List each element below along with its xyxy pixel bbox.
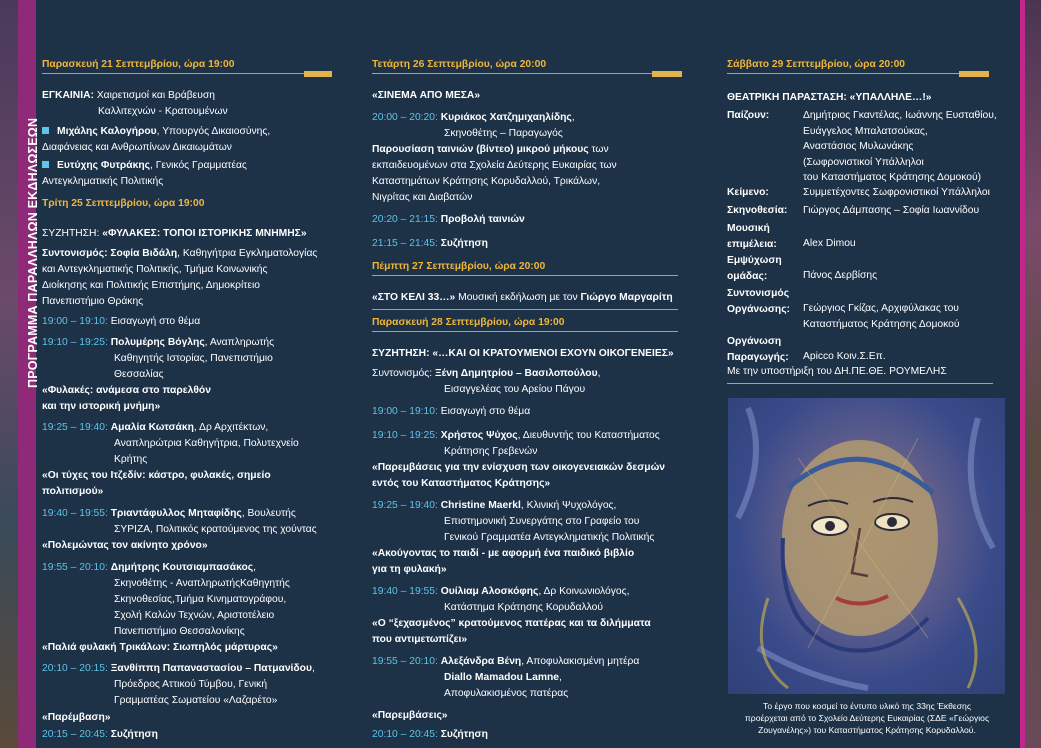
text: «Ο “ξεχασμένος” κρατούμενος πατέρας και τα διλήμματα — [372, 618, 651, 629]
text: Γεώργιος Γκίζας, Αρχιφύλακας του — [803, 303, 959, 314]
time-slot: 19:55 – 20:10: — [372, 656, 438, 667]
schedule-line — [42, 436, 332, 452]
event-title — [372, 88, 682, 104]
coordinator-line — [42, 278, 332, 294]
schedule-item — [42, 335, 332, 351]
schedule-item — [372, 584, 682, 600]
text: «Ακούγοντας το παιδί - με αφορμή ένα παιδικό βιβλίο — [372, 548, 635, 559]
speaker-name: Christine Maerkl — [440, 500, 521, 511]
time-slot: 20:10 – 20:15: — [42, 663, 108, 674]
credit-value: Συμμετέχοντες Σωφρονιστικοί Υπάλληλοι — [803, 187, 990, 198]
text: Συζήτηση — [107, 729, 158, 740]
schedule-item — [372, 404, 682, 420]
presentation-line — [372, 158, 682, 174]
speaker-name: Τριαντάφυλλος Μηταφίδης — [110, 508, 242, 519]
text: Εισαγωγή στο θέμα — [437, 406, 531, 417]
presentation-line — [372, 190, 682, 206]
portrait-face-drawing — [728, 398, 1005, 694]
speaker-role: , Υπουργός Δικαιοσύνης, — [156, 126, 271, 137]
text: , — [571, 112, 575, 123]
schedule-line — [42, 592, 332, 608]
text: «Οι τύχες του Ιτζεδίν: κάστρο, φυλακές, σημείο — [42, 470, 271, 481]
text: Προβολή ταινιών — [437, 214, 525, 225]
heading-rule — [727, 73, 959, 74]
text: , — [253, 562, 257, 573]
speaker-name: Diallo Mamadou Lamne — [444, 672, 560, 683]
speaker-name: Αλεξάνδρα Βένη — [440, 656, 522, 667]
text: «Παρεμβάσεις για την ενίσχυση των οικογενειακών δεσμών — [372, 462, 665, 473]
text: (Σωφρονιστικοί Υπάλληλοι — [803, 156, 924, 168]
schedule-item — [42, 314, 332, 330]
text: Εμψύχωση — [727, 255, 782, 266]
text: Εισαγωγή στο θέμα — [107, 316, 201, 327]
heading-bar — [304, 71, 332, 77]
text: «ΣΤΟ ΚΕΛΙ 33…» — [372, 292, 456, 303]
text: Συντονισμός: — [372, 368, 435, 379]
text: , Αναπληρωτής — [204, 337, 275, 348]
schedule-item — [42, 560, 332, 576]
text: «Παλιά φυλακή Τρικάλων: Σιωπηλός μάρτυρας» — [42, 642, 278, 653]
text: Το έργο που κοσμεί το έντυπο υλικό της 33ης Έκθεσης — [763, 701, 971, 711]
coordinator-line — [372, 382, 682, 398]
time-slot: 20:00 – 20:20: — [372, 112, 438, 123]
presentation-line — [372, 174, 682, 190]
credit-cast — [727, 108, 1007, 186]
text: Γιώργο Μαργαρίτη — [580, 292, 673, 303]
time-slot: 19:10 – 19:25: — [42, 337, 108, 348]
text: εκπαιδευομένων στα Σχολεία Δεύτερης Ευκαιρίας των — [372, 160, 617, 171]
schedule-item — [372, 236, 682, 252]
text: , Κλινική Ψυχολόγος, — [520, 500, 617, 511]
presentation-line — [372, 142, 682, 158]
credit-value — [803, 286, 1007, 332]
schedule-line — [42, 608, 332, 624]
schedule-line — [372, 126, 682, 142]
time-slot: 20:10 – 20:45: — [372, 729, 438, 740]
credit-label: Σκηνοθεσία: — [727, 205, 788, 216]
text: Καταστημάτων Κράτησης Κορυδαλλού, Τρικάλων, — [372, 176, 601, 187]
text: Νιγρίτας και Διαβατών — [372, 192, 473, 203]
talk-title — [372, 546, 682, 562]
speaker-item — [42, 158, 332, 174]
speaker-name: Ξανθίππη Παπαναστασίου – Πατμανίδου — [110, 663, 312, 674]
credit-label — [727, 253, 803, 284]
heading-rule — [372, 309, 678, 310]
text: Τρίτη 25 Σεπτεμβρίου, ώρα 19:00 — [42, 198, 205, 209]
talk-title — [42, 710, 332, 726]
text: Πρόεδρος Αττικού Τύμβου, Γενική — [114, 679, 268, 690]
text: Σκηνοθέτης – Παραγωγός — [444, 128, 563, 139]
text: Δημήτριος Γκαντέλας, Ιωάννης Ευσταθίου, — [803, 110, 997, 121]
text: , Αποφυλακισμένη μητέρα — [521, 656, 640, 667]
time-slot: 19:00 – 19:10: — [372, 406, 438, 417]
opening-line: ΕΓΚΑΙΝΙΑ: Χαιρετισμοί και Βράβευση — [42, 90, 215, 101]
time-slot: 20:20 – 21:15: — [372, 214, 438, 225]
talk-title — [372, 476, 682, 492]
text: Μουσική — [727, 223, 770, 234]
schedule-line — [372, 600, 682, 616]
text: , Βουλευτής — [241, 508, 296, 519]
talk-title — [42, 468, 332, 484]
speaker-name: Ουίλιαμ Αλοσκόφης — [440, 586, 539, 597]
text: , Καθηγήτρια Εγκληματολογίας — [177, 248, 318, 259]
text: Οργάνωση — [727, 336, 782, 347]
schedule-line — [42, 452, 332, 468]
text: Γραμματέας Σωματείου «Λαζαρέτο» — [114, 695, 278, 706]
text: Διοίκησης και Πολιτικής Επιστήμης, Δημοκρίτειο — [42, 280, 260, 291]
schedule-item — [372, 428, 682, 444]
text: , Διευθυντής του Καταστήματος — [517, 430, 660, 441]
text: Αντεγκληματικής Πολιτικής — [42, 176, 164, 187]
heading-bar — [959, 71, 989, 77]
text: ομάδας: — [727, 270, 768, 282]
time-slot: 19:25 – 19:40: — [372, 500, 438, 511]
text: Γενικού Γραμματέα Αντεγκληματικής Πολιτικής — [444, 532, 655, 543]
speaker-name: Πολυμέρης Βόγλης — [110, 337, 205, 348]
text: ΘΕΑΤΡΙΚΗ ΠΑΡΑΣΤΑΣΗ: «ΥΠΑΛΛΗΛΕ…!» — [727, 92, 932, 103]
text: για τη φυλακή» — [372, 564, 447, 575]
schedule-item — [42, 506, 332, 522]
schedule-item — [42, 661, 332, 677]
discussion-title — [42, 226, 332, 242]
text: Κράτησης Γρεβενών — [444, 446, 538, 457]
schedule-item — [372, 498, 682, 514]
text: , Δρ Αρχιτέκτων, — [193, 422, 269, 433]
text: και την ιστορική μνήμη» — [42, 401, 161, 412]
speaker-role: , Γενικός Γραμματέας — [150, 160, 247, 171]
text: Οργάνωσης: — [727, 303, 790, 315]
text: Με την υποστήριξη του ΔΗ.ΠΕ.ΘΕ. ΡΟΥΜΕΛΗΣ — [727, 366, 947, 377]
time-slot: 20:15 – 20:45: — [42, 729, 108, 740]
schedule-line — [42, 522, 332, 538]
credit-value: Apicco Κοιν.Σ.Επ. — [803, 351, 886, 362]
credit-value: Γιώργος Δάμπασης – Σοφία Ιωαννίδου — [803, 205, 980, 216]
coordinator — [372, 366, 682, 382]
credit-label — [727, 334, 803, 365]
credit-value: Alex Dimou — [803, 238, 856, 249]
credit-value: Πάνος Δερβίσης — [803, 270, 878, 281]
schedule-line — [42, 693, 332, 709]
heading-rule — [42, 73, 304, 74]
text: Επιστημονική Συνεργάτης στο Γραφείο του — [444, 516, 640, 527]
date-heading — [42, 196, 332, 212]
credit-production — [727, 334, 1007, 365]
text: , — [559, 672, 562, 683]
time-slot: 19:40 – 19:55: — [42, 508, 108, 519]
text: Συντονισμός: — [42, 248, 111, 259]
schedule-line — [372, 686, 682, 702]
credit-direction — [727, 203, 1007, 219]
schedule-line — [42, 624, 332, 640]
opening-line-2 — [42, 104, 332, 120]
time-slot: 19:00 – 19:10: — [42, 316, 108, 327]
talk-title — [42, 484, 332, 500]
speaker-name: Δημήτρης Κουτσιαμπασάκος — [110, 562, 254, 573]
text: , Δρ Κοινωνιολόγος, — [538, 586, 630, 597]
talk-title — [42, 640, 332, 656]
text: Πέμπτη 27 Σεπτεμβρίου, ώρα 20:00 — [372, 261, 546, 272]
coordinator-line — [42, 262, 332, 278]
speaker-name: Ευτύχης Φυτράκης — [57, 160, 151, 171]
date-heading — [372, 57, 682, 73]
speaker-item — [42, 124, 332, 140]
time-slot: 19:40 – 19:55: — [372, 586, 438, 597]
schedule-line — [42, 351, 332, 367]
coordinator-line — [42, 294, 332, 310]
heading-bar — [652, 71, 682, 77]
text: Κρήτης — [114, 454, 148, 465]
credit-music — [727, 221, 1007, 252]
credit-value — [803, 108, 1007, 186]
speaker-name: Κυριάκος Χατζημιχαηλίδης — [440, 112, 572, 123]
text: , — [311, 663, 315, 674]
text: επιμέλεια: — [727, 238, 777, 250]
text: «Παρέμβαση» — [42, 712, 111, 723]
text: Αναπληρώτρια Καθηγήτρια, Πολυτεχνείο — [114, 438, 299, 449]
right-pink-stripe — [1020, 0, 1025, 748]
schedule-item — [372, 212, 682, 228]
text: Παρουσίαση ταινιών (βίντεο) μικρού μήκους — [372, 144, 589, 155]
text: Αναστάσιος Μυλωνάκης — [803, 141, 914, 152]
text: προέρχεται από το Σχολείο Δεύτερης Ευκαιρίας (ΣΔΕ «Γεώργιος — [744, 713, 990, 723]
text: Σοφία Βιδάλη — [110, 248, 178, 259]
right-edge-artwork — [1020, 0, 1041, 748]
text: «Παρεμβάσεις» — [372, 710, 448, 721]
time-slot: 21:15 – 21:45: — [372, 238, 438, 249]
text: Διαφάνειας και Ανθρωπίνων Δικαιωμάτων — [42, 142, 232, 153]
text: Τετάρτη 26 Σεπτεμβρίου, ώρα 20:00 — [372, 59, 547, 70]
text: Κατάστημα Κράτησης Κορυδαλλού — [444, 602, 603, 613]
text: Σάββατο 29 Σεπτεμβρίου, ώρα 20:00 — [727, 59, 906, 70]
artwork-portrait — [728, 398, 1005, 694]
coordinator — [42, 246, 332, 262]
text: Μουσική εκδήλωση με τον — [455, 292, 581, 303]
text: Πανεπιστήμιο Θεσσαλονίκης — [114, 626, 245, 637]
schedule-item — [42, 727, 332, 743]
text: του Καταστήματος Κράτησης Δομοκού) — [803, 172, 982, 183]
text: Καθηγητής Ιστορίας, Πανεπιστήμιο — [114, 353, 273, 364]
time-slot: 19:10 – 19:25: — [372, 430, 438, 441]
text: Εισαγγελέας του Αρείου Πάγου — [444, 384, 586, 395]
credit-animation — [727, 253, 1007, 284]
text: και Αντεγκληματικής Πολιτικής, Τμήμα Κοινωνικής — [42, 264, 268, 275]
credit-text — [727, 185, 1007, 201]
heading-rule — [727, 383, 993, 384]
heading-rule — [372, 73, 652, 74]
time-slot: 19:55 – 20:10: — [42, 562, 108, 573]
credit-coordination — [727, 286, 1007, 332]
text: Σκηνοθέτης - ΑναπληρωτήςΚαθηγητής — [114, 578, 290, 589]
text: Σκηνοθεσίας,Τμήμα Κινηματογράφου, — [114, 594, 287, 605]
text: Συζήτηση — [437, 238, 488, 249]
text: Σχολή Καλών Τεχνών, Αριστοτέλειο — [114, 610, 275, 621]
talk-title — [42, 538, 332, 554]
schedule-line — [372, 444, 682, 460]
text: των — [588, 144, 609, 155]
text: Πανεπιστήμιο Θράκης — [42, 296, 144, 307]
text: εντός του Καταστήματος Κράτησης» — [372, 478, 551, 489]
text: που αντιμετωπίζει» — [372, 634, 468, 645]
talk-title — [372, 708, 682, 724]
heading-rule — [372, 331, 678, 332]
credit-label: Κείμενο: — [727, 187, 769, 198]
discussion-title — [372, 346, 682, 362]
text: ΣΥΡΙΖΑ, Πολιτικός κρατούμενος της χούντας — [114, 524, 317, 535]
schedule-item — [372, 110, 682, 126]
talk-title — [42, 383, 332, 399]
text: ΣΥΖΗΤΗΣΗ: «…ΚΑΙ ΟΙ ΚΡΑΤΟΥΜΕΝΟΙ ΕΧΟΥΝ ΟΙΚΟΓΕΝΕΙΕΣ» — [372, 348, 674, 359]
text: Θεσσαλίας — [114, 369, 164, 380]
speaker-name: Χρήστος Ψύχος — [440, 430, 518, 441]
credit-label — [727, 286, 803, 332]
text: Ξένη Δημητρίου – Βασιλοπούλου — [434, 368, 598, 379]
date-heading — [372, 259, 682, 275]
schedule-line — [372, 530, 682, 546]
sidebar-title: ΠΡΟΓΡΑΜΜΑ ΠΑΡΑΛΛΗΛΩΝ ΕΚΔΗΛΩΣΕΩΝ — [26, 117, 40, 388]
text: Ευάγγελος Μπαλατσούκας, — [803, 125, 928, 137]
text: Ζουγανέλης») του Καταστήματος Κράτησης Κορυδαλλού. — [758, 725, 976, 735]
heading-rule — [372, 275, 678, 276]
text: Συζήτηση — [437, 729, 488, 740]
text: ΣΥΖΗΤΗΣΗ: — [42, 228, 103, 239]
text: «ΣΙΝΕΜΑ ΑΠΟ ΜΕΣΑ» — [372, 90, 481, 101]
bullet-square-icon — [42, 161, 49, 168]
left-edge-artwork — [0, 0, 18, 748]
speaker-role-line — [42, 140, 332, 156]
text: Καλλιτεχνών - Κρατουμένων — [98, 106, 228, 117]
bullet-square-icon — [42, 127, 49, 134]
text: Παρασκευή 28 Σεπτεμβρίου, ώρα 19:00 — [372, 317, 565, 328]
text: «Φυλακές: ανάμεσα στο παρελθόν — [42, 385, 211, 396]
text: Παραγωγής: — [727, 351, 789, 363]
music-event — [372, 290, 682, 306]
text: Συντονισμός — [727, 288, 790, 299]
talk-title — [372, 460, 682, 476]
text: πολιτισμού» — [42, 486, 104, 497]
text: , — [597, 368, 601, 379]
schedule-item — [372, 654, 682, 670]
speaker-name: Μιχάλης Καλογήρου — [57, 126, 157, 137]
schedule-item — [372, 727, 682, 743]
text: «ΦΥΛΑΚΕΣ: ΤΟΠΟΙ ΙΣΤΟΡΙΚΗΣ ΜΝΗΜΗΣ» — [102, 228, 307, 239]
support-line — [727, 364, 1007, 380]
date-heading — [372, 315, 682, 331]
schedule-line — [42, 367, 332, 383]
schedule-line — [372, 670, 682, 686]
time-slot: 19:25 – 19:40: — [42, 422, 108, 433]
schedule-line — [42, 576, 332, 592]
date-heading: Παρασκευή 21 Σεπτεμβρίου, ώρα 19:00 — [42, 59, 235, 70]
credit-label: Παίζουν: — [727, 110, 770, 121]
artwork-caption — [727, 700, 1007, 736]
schedule-line — [372, 514, 682, 530]
talk-title — [372, 616, 682, 632]
talk-title — [42, 399, 332, 415]
schedule-line — [42, 677, 332, 693]
talk-title — [372, 632, 682, 648]
text: «Πολεμώντας τον ακίνητο χρόνο» — [42, 540, 208, 551]
event-title — [727, 90, 1007, 106]
speaker-role-line — [42, 174, 332, 190]
talk-title — [372, 562, 682, 578]
credit-label — [727, 221, 803, 252]
schedule-item — [42, 420, 332, 436]
text: Αποφυλακισμένος πατέρας — [444, 688, 569, 699]
speaker-name: Αμαλία Κωτσάκη — [110, 422, 194, 433]
text: Καταστήματος Κράτησης Δομοκού — [803, 318, 960, 330]
